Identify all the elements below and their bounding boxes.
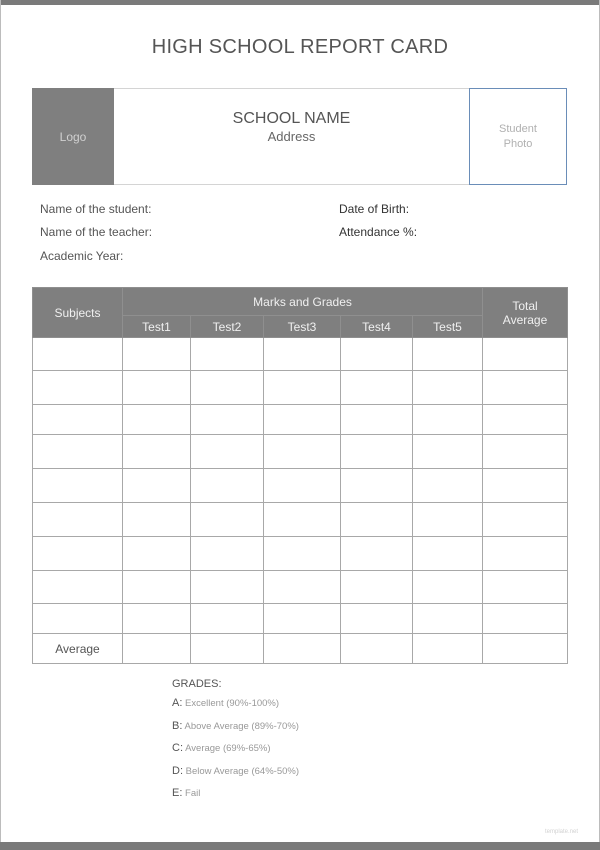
test-score-cell[interactable] <box>413 503 483 537</box>
test-score-cell[interactable] <box>191 503 264 537</box>
test-score-cell[interactable] <box>413 537 483 571</box>
total-header-line1: Total <box>512 298 538 313</box>
test-score-cell[interactable] <box>341 371 413 405</box>
subject-cell[interactable] <box>33 405 123 435</box>
grade-letter: D: <box>172 764 183 777</box>
test-score-cell[interactable] <box>413 405 483 435</box>
test5-header: Test5 <box>413 316 483 338</box>
total-average-cell[interactable] <box>483 469 568 503</box>
total-average-cell[interactable] <box>483 503 568 537</box>
test-score-cell[interactable] <box>264 435 341 469</box>
test-score-cell[interactable] <box>191 469 264 503</box>
test-score-cell[interactable] <box>341 537 413 571</box>
test-score-cell[interactable] <box>191 604 264 634</box>
table-row <box>33 435 568 469</box>
subject-cell[interactable] <box>33 338 123 371</box>
marks-grades-header: Marks and Grades <box>123 288 483 316</box>
test-score-cell[interactable] <box>341 469 413 503</box>
test-score-cell[interactable] <box>264 604 341 634</box>
total-header-line2: Average <box>502 312 548 327</box>
test-score-cell[interactable] <box>123 537 191 571</box>
watermark: template.net <box>545 829 579 835</box>
test-score-cell[interactable] <box>123 435 191 469</box>
subject-cell[interactable] <box>33 435 123 469</box>
test2-header: Test2 <box>191 316 264 338</box>
report-card-title: HIGH SCHOOL REPORT CARD <box>151 36 449 58</box>
logo-placeholder <box>32 88 114 185</box>
total-average-cell[interactable] <box>483 537 568 571</box>
test-score-cell[interactable] <box>123 371 191 405</box>
test-score-cell[interactable] <box>123 503 191 537</box>
test-score-cell[interactable] <box>123 405 191 435</box>
average-cell[interactable] <box>483 634 568 664</box>
table-row <box>33 405 568 435</box>
table-row <box>33 537 568 571</box>
school-name: SCHOOL NAME <box>232 110 351 127</box>
subjects-header: Subjects <box>33 288 123 338</box>
test-score-cell[interactable] <box>123 571 191 604</box>
total-average-cell[interactable] <box>483 371 568 405</box>
test-score-cell[interactable] <box>264 537 341 571</box>
table-row <box>33 604 568 634</box>
test-score-cell[interactable] <box>341 405 413 435</box>
total-average-cell[interactable] <box>483 571 568 604</box>
subject-cell[interactable] <box>33 469 123 503</box>
test-score-cell[interactable] <box>123 469 191 503</box>
test-score-cell[interactable] <box>341 435 413 469</box>
grades-title: GRADES: <box>172 678 222 690</box>
grade-item <box>172 765 299 788</box>
dob-label: Date of Birth: <box>339 202 410 216</box>
test-score-cell[interactable] <box>341 571 413 604</box>
test-score-cell[interactable] <box>264 338 341 371</box>
marks-table <box>32 287 568 664</box>
test-score-cell[interactable] <box>413 435 483 469</box>
attendance-label: Attendance %: <box>339 225 418 239</box>
grade-letter: C: <box>172 742 183 754</box>
total-average-cell[interactable] <box>483 604 568 634</box>
page-bottom-border <box>0 842 600 850</box>
test-score-cell[interactable] <box>341 503 413 537</box>
table-row <box>33 571 568 604</box>
grade-letter: E: <box>172 787 183 799</box>
test-score-cell[interactable] <box>413 371 483 405</box>
test-score-cell[interactable] <box>191 571 264 604</box>
average-cell[interactable] <box>264 634 341 664</box>
test-score-cell[interactable] <box>264 571 341 604</box>
grade-desc: Average (69%-65%) <box>185 743 271 754</box>
grade-desc: Above Average (89%-70%) <box>184 720 299 732</box>
grade-item <box>172 697 299 720</box>
test-score-cell[interactable] <box>264 469 341 503</box>
table-row <box>33 371 568 405</box>
grade-desc: Fail <box>185 788 201 799</box>
photo-label-line2: Photo <box>503 137 533 150</box>
page-top-border <box>0 0 600 5</box>
subject-cell[interactable] <box>33 537 123 571</box>
grade-letter: A: <box>172 697 183 709</box>
test-score-cell[interactable] <box>123 338 191 371</box>
total-average-cell[interactable] <box>483 405 568 435</box>
test-score-cell[interactable] <box>341 338 413 371</box>
average-cell[interactable] <box>123 634 191 664</box>
average-cell[interactable] <box>413 634 483 664</box>
test-score-cell[interactable] <box>191 405 264 435</box>
test-score-cell[interactable] <box>191 435 264 469</box>
grades-legend <box>172 678 299 810</box>
page-left-border <box>0 0 1 850</box>
total-average-cell[interactable] <box>483 338 568 371</box>
test-score-cell[interactable] <box>413 338 483 371</box>
total-average-cell[interactable] <box>483 435 568 469</box>
student-photo-placeholder <box>469 88 567 185</box>
photo-label-line1: Student <box>499 122 537 135</box>
table-row <box>33 503 568 537</box>
average-row <box>33 634 568 664</box>
test-score-cell[interactable] <box>264 503 341 537</box>
table-row <box>33 338 568 371</box>
grade-desc: Below Average (64%-50%) <box>185 765 300 777</box>
logo-label: Logo <box>59 129 87 144</box>
test-score-cell[interactable] <box>341 604 413 634</box>
school-info <box>114 88 469 185</box>
test-score-cell[interactable] <box>191 338 264 371</box>
test-score-cell[interactable] <box>413 604 483 634</box>
marks-table-body <box>33 338 568 664</box>
subject-cell[interactable] <box>33 503 123 537</box>
grade-desc: Excellent (90%-100%) <box>185 698 280 709</box>
test-score-cell[interactable] <box>413 469 483 503</box>
test-score-cell[interactable] <box>191 371 264 405</box>
teacher-name-label: Name of the teacher: <box>40 225 153 239</box>
test-score-cell[interactable] <box>264 405 341 435</box>
test1-header: Test1 <box>123 316 191 338</box>
test-score-cell[interactable] <box>191 537 264 571</box>
test-score-cell[interactable] <box>264 371 341 405</box>
student-name-label: Name of the student: <box>40 202 152 216</box>
average-label: Average <box>33 634 123 664</box>
grade-item <box>172 742 299 765</box>
test-score-cell[interactable] <box>123 604 191 634</box>
test4-header: Test4 <box>341 316 413 338</box>
grade-letter: B: <box>172 719 183 732</box>
average-cell[interactable] <box>191 634 264 664</box>
average-cell[interactable] <box>341 634 413 664</box>
subject-cell[interactable] <box>33 604 123 634</box>
test-score-cell[interactable] <box>413 571 483 604</box>
grade-item <box>172 720 299 743</box>
total-average-header <box>483 288 568 338</box>
grade-item <box>172 787 299 810</box>
table-row <box>33 469 568 503</box>
subject-cell[interactable] <box>33 371 123 405</box>
school-address: Address <box>267 129 316 144</box>
academic-year-label: Academic Year: <box>40 249 124 263</box>
test3-header: Test3 <box>264 316 341 338</box>
subject-cell[interactable] <box>33 571 123 604</box>
